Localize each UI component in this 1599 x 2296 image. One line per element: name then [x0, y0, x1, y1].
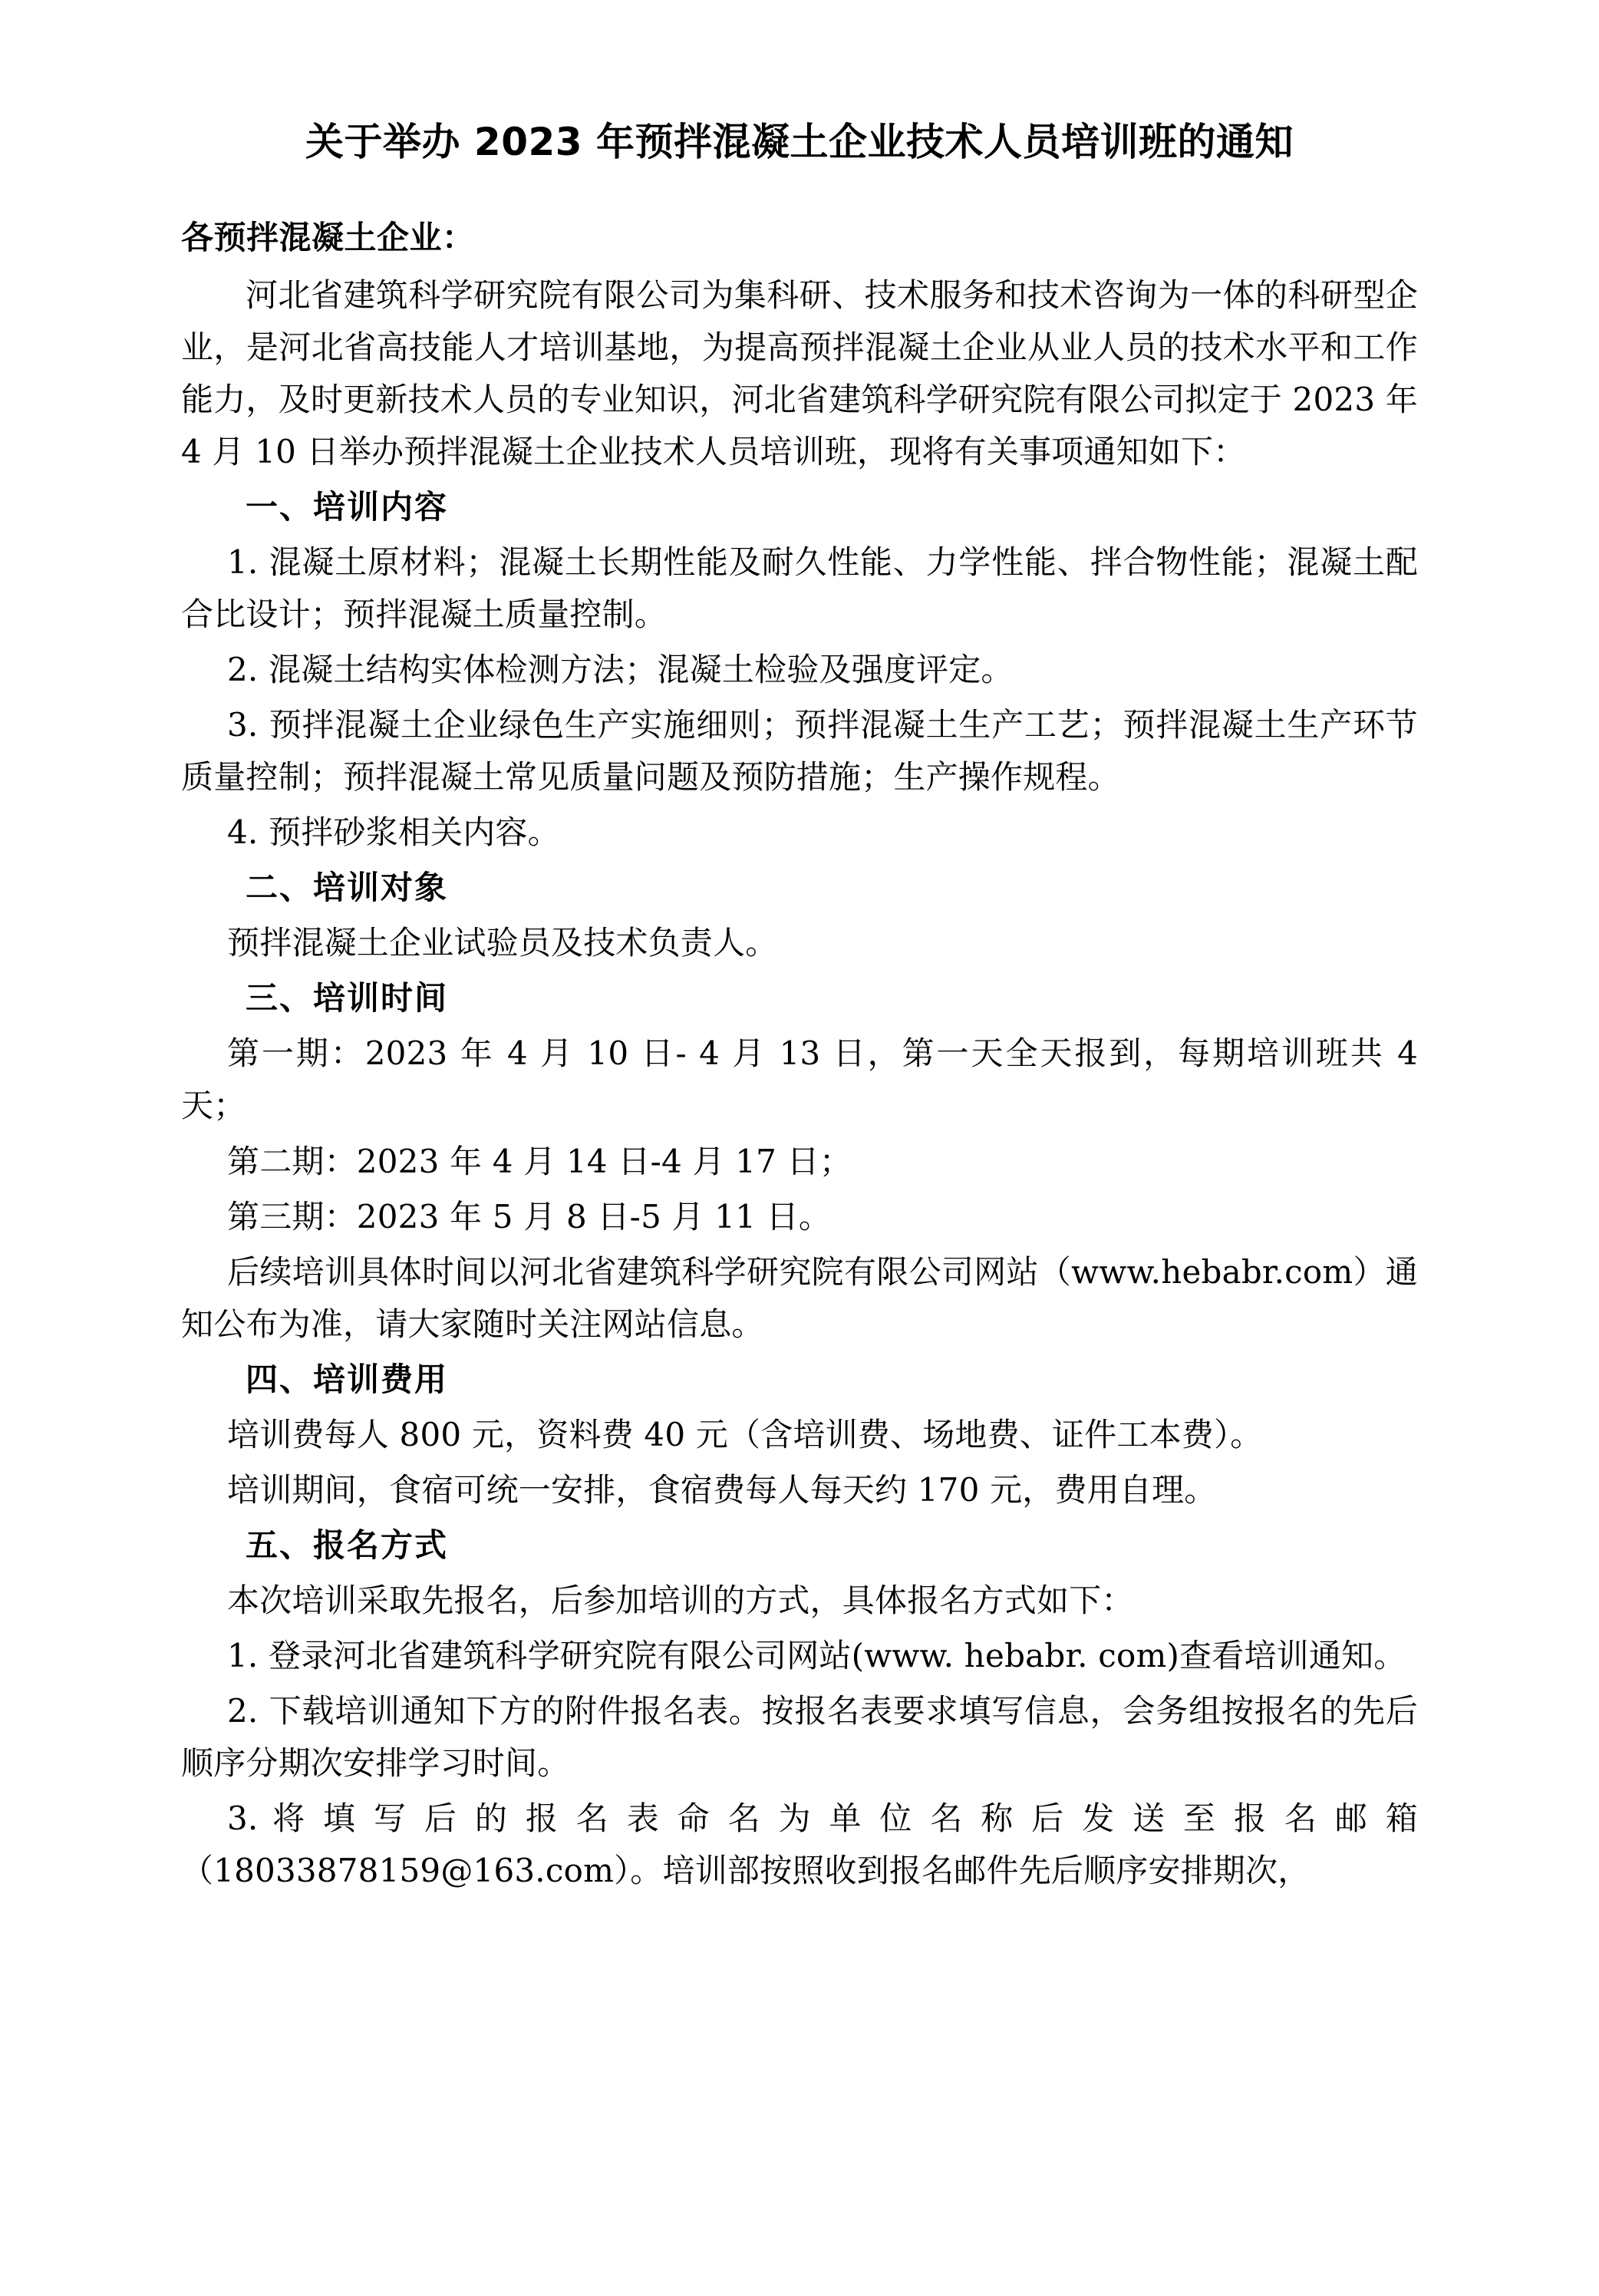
section-paragraph: 第三期：2023 年 5 月 8 日-5 月 11 日。 [227, 1197, 832, 1235]
section-paragraph: 本次培训采取先报名，后参加培训的方式，具体报名方式如下： [227, 1581, 1134, 1619]
intro-paragraph: 河北省建筑科学研究院有限公司为集科研、技术服务和技术咨询为一体的科研型企业，是河北省高技能人才培训基地，为提高预拌混凝土企业从业人员的技术水平和工作能力，及时更新技术人员的专业知识，河北省建筑科学研究院有限公司拟定于 2023 年 4 月 10 日举办预拌混凝土企业技术人员培训班，现将有关事项通知如下： [181, 276, 1418, 471]
section-paragraph: 培训费每人 800 元，资料费 40 元（含培训费、场地费、证件工本费）。 [227, 1415, 1263, 1453]
section-heading-training-time: 三、培训时间 [246, 979, 449, 1018]
section-paragraph: 2. 下载培训通知下方的附件报名表。按报名表要求填写信息，会务组按报名的先后顺序分期次安排学习时间。 [181, 1691, 1418, 1782]
section-paragraph: 第一期：2023 年 4 月 10 日- 4 月 13 日，第一天全天报到，每期培训班共 4 天； [181, 1034, 1418, 1125]
page-title: 关于举办 2023 年预拌混凝土企业技术人员培训班的通知 [305, 120, 1294, 164]
section-paragraph: 3. 将 填 写 后 的 报 名 表 命 名 为 单 位 名 称 后 发 送 至 报 名 邮 箱（18033878159@163.com）。培训部按照收到报名邮件先后顺序安排期次， [181, 1799, 1418, 1889]
section-heading-training-audience: 二、培训对象 [246, 869, 449, 907]
salutation: 各预拌混凝土企业： [181, 219, 475, 256]
section-paragraph: 3. 预拌混凝土企业绿色生产实施细则；预拌混凝土生产工艺；预拌混凝土生产环节质量控制；预拌混凝土常见质量问题及预防措施；生产操作规程。 [181, 706, 1418, 797]
section-paragraph: 1. 混凝土原材料；混凝土长期性能及耐久性能、力学性能、拌合物性能；混凝土配合比设计；预拌混凝土质量控制。 [181, 543, 1418, 634]
section-heading-training-fee: 四、培训费用 [246, 1360, 449, 1398]
section-paragraph: 4. 预拌砂浆相关内容。 [227, 813, 560, 852]
section-paragraph: 预拌混凝土企业试验员及技术负责人。 [227, 924, 778, 962]
section-paragraph: 1. 登录河北省建筑科学研究院有限公司网站(www. hebabr. com)查看培训通知。 [227, 1636, 1406, 1674]
section-paragraph: 后续培训具体时间以河北省建筑科学研究院有限公司网站（www.hebabr.com）通知公布为准，请大家随时关注网站信息。 [181, 1252, 1418, 1343]
section-paragraph: 第二期：2023 年 4 月 14 日-4 月 17 日； [227, 1142, 852, 1180]
section-paragraph: 2. 混凝土结构实体检测方法；混凝土检验及强度评定。 [227, 651, 1014, 689]
section-heading-registration: 五、报名方式 [246, 1526, 449, 1564]
section-heading-training-content: 一、培训内容 [246, 488, 449, 526]
section-paragraph: 培训期间，食宿可统一安排，食宿费每人每天约 170 元，费用自理。 [227, 1470, 1217, 1509]
